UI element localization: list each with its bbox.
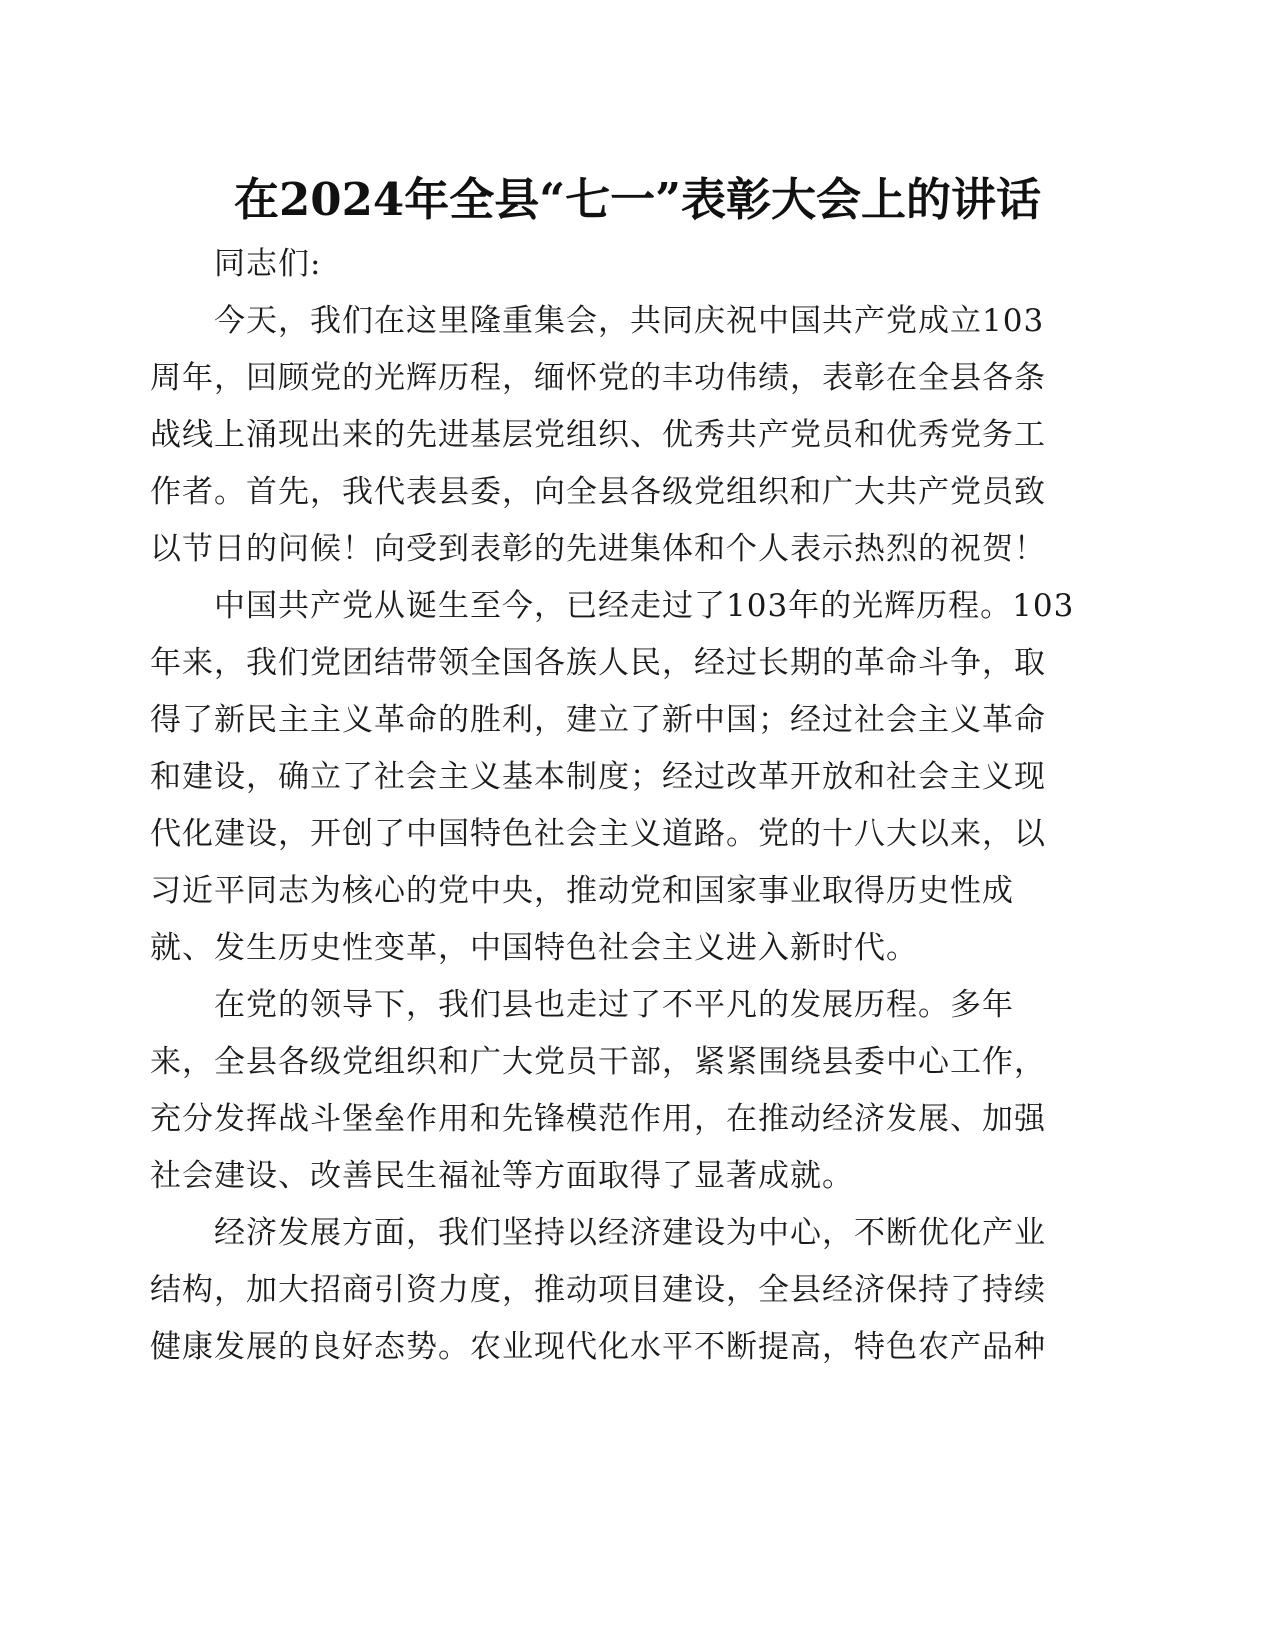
text-line: 得了新民主主义革命的胜利，建立了新中国；经过社会主义革命	[150, 702, 1046, 738]
document-title: 在2024年全县“七一”表彰大会上的讲话	[233, 173, 1041, 226]
text-line: 经济发展方面，我们坚持以经济建设为中心，不断优化产业	[214, 1215, 1046, 1251]
document-body	[150, 236, 1090, 1376]
text-line: 习近平同志为核心的党中央，推动党和国家事业取得历史性成	[150, 873, 1014, 909]
text-line: 健康发展的良好态势。农业现代化水平不断提高，特色农产品种	[150, 1329, 1046, 1365]
text-line: 结构，加大招商引资力度，推动项目建设，全县经济保持了持续	[150, 1272, 1046, 1308]
text-line: 来，全县各级党组织和广大党员干部，紧紧围绕县委中心工作，	[150, 1044, 1046, 1080]
text-line: 代化建设，开创了中国特色社会主义道路。党的十八大以来，以	[150, 816, 1046, 852]
text-line: 以节日的问候！向受到表彰的先进集体和个人表示热烈的祝贺！	[150, 531, 1046, 567]
text-line: 充分发挥战斗堡垒作用和先锋模范作用，在推动经济发展、加强	[150, 1101, 1046, 1137]
text-line: 就、发生历史性变革，中国特色社会主义进入新时代。	[150, 930, 918, 966]
text-line: 周年，回顾党的光辉历程，缅怀党的丰功伟绩，表彰在全县各条	[150, 360, 1046, 396]
text-line: 战线上涌现出来的先进基层党组织、优秀共产党员和优秀党务工	[150, 417, 1046, 453]
text-line: 作者。首先，我代表县委，向全县各级党组织和广大共产党员致	[150, 474, 1046, 510]
text-line: 今天，我们在这里隆重集会，共同庆祝中国共产党成立103	[214, 303, 1045, 339]
text-line: 同志们:	[214, 246, 322, 282]
text-line: 在党的领导下，我们县也走过了不平凡的发展历程。多年	[214, 987, 1014, 1023]
text-line: 中国共产党从诞生至今，已经走过了103年的光辉历程。103	[214, 588, 1075, 624]
text-line: 年来，我们党团结带领全国各族人民，经过长期的革命斗争，取	[150, 645, 1046, 681]
text-line: 和建设，确立了社会主义基本制度；经过改革开放和社会主义现	[150, 759, 1046, 795]
text-line: 社会建设、改善民生福祉等方面取得了显著成就。	[150, 1158, 854, 1194]
